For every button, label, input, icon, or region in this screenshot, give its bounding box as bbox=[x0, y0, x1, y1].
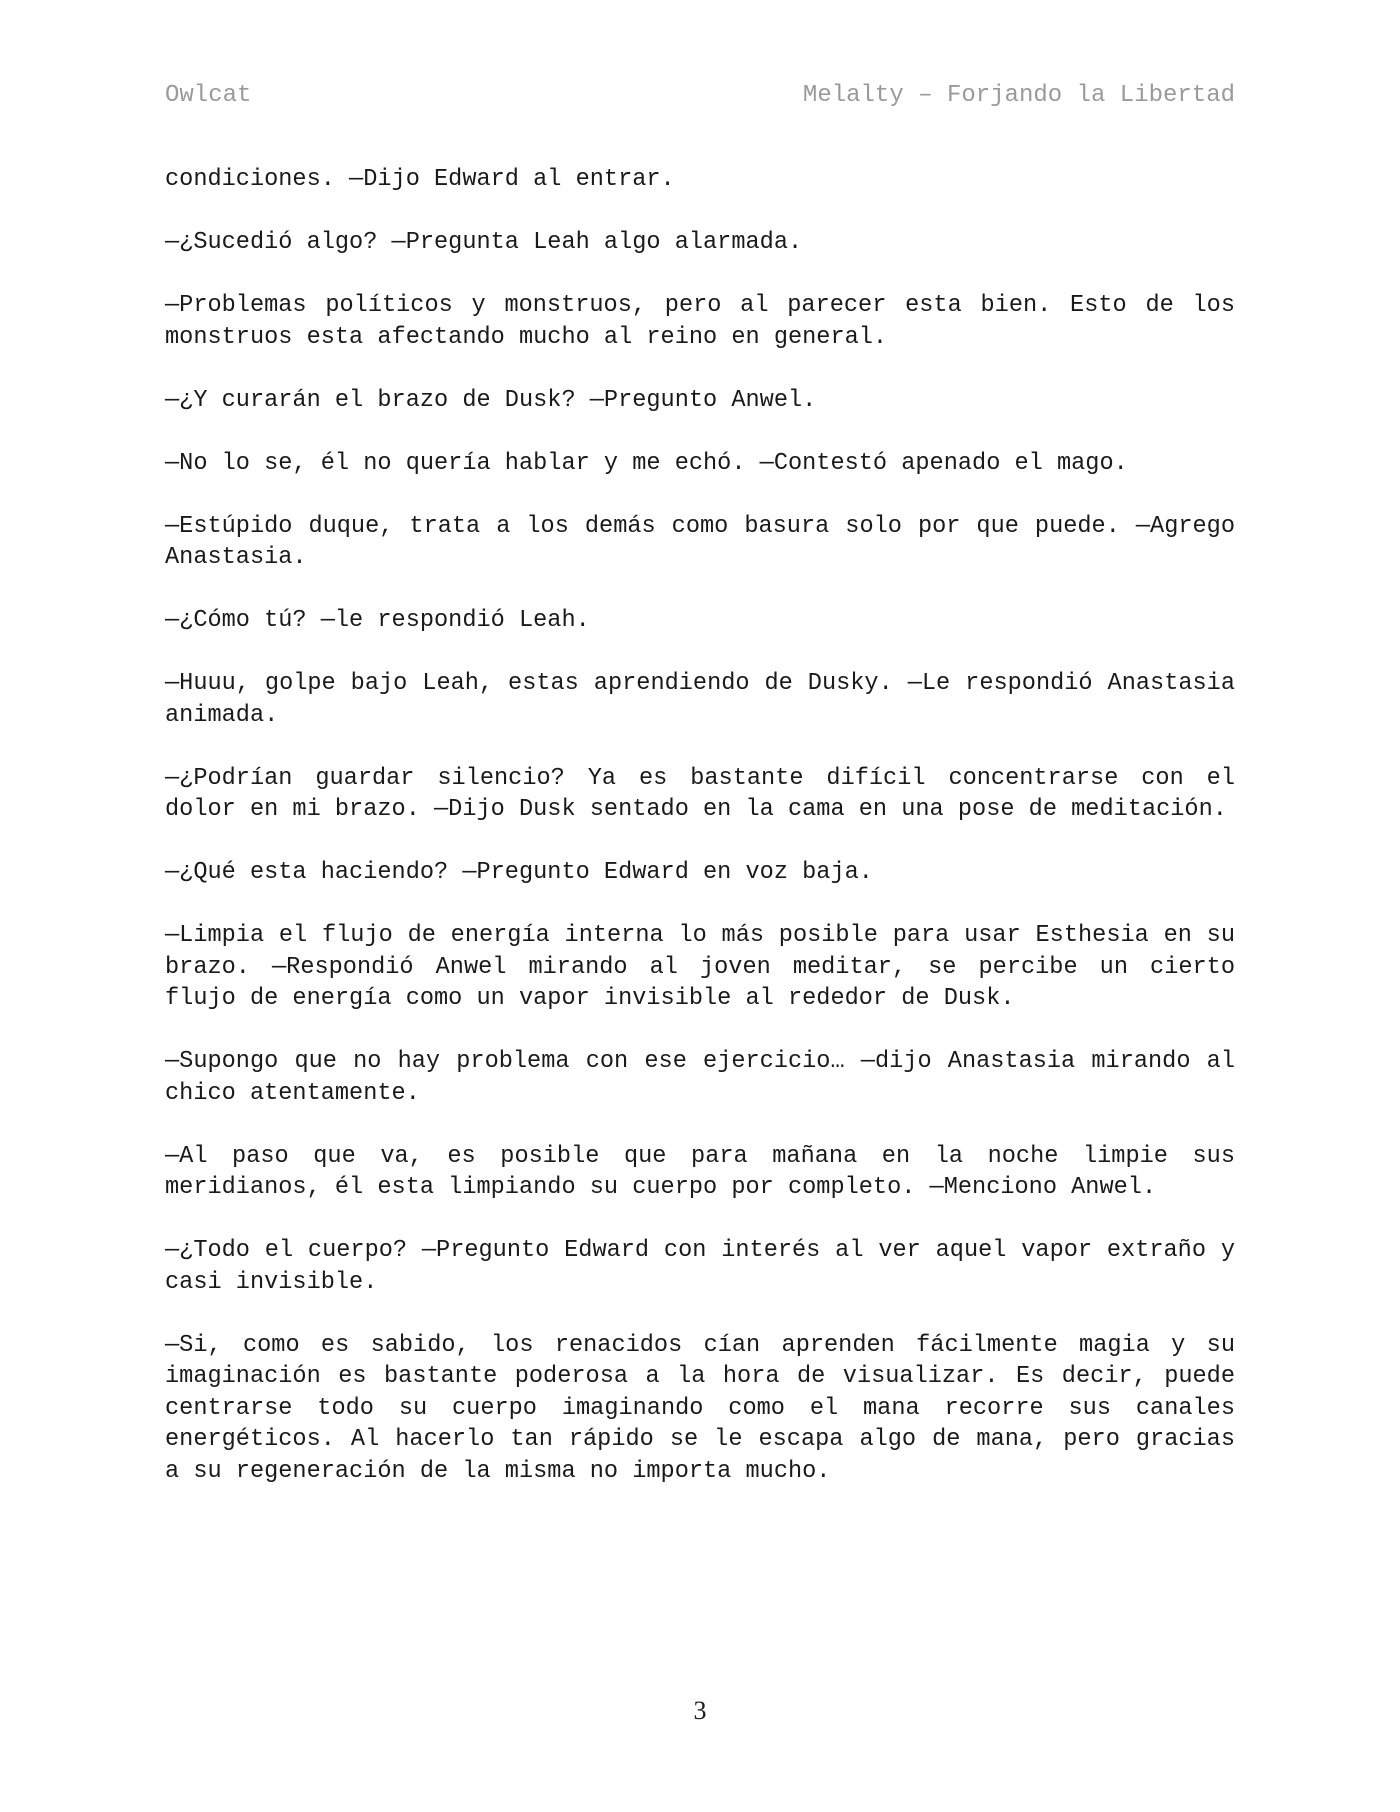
paragraph: —No lo se, él no quería hablar y me echó. —Contestó apenado el mago. bbox=[165, 449, 1128, 477]
paragraph: —¿Podrían guardar silencio? Ya es bastante difícil concentrarse con el dolor en mi brazo. —Dijo Dusk sentado en la cama en una pose de meditación. bbox=[165, 764, 1235, 823]
paragraph: —Problemas políticos y monstruos, pero al parecer esta bien. Esto de los monstruos esta afectando mucho al reino en general. bbox=[165, 292, 1235, 351]
paragraph: —¿Sucedió algo? —Pregunta Leah algo alarmada. bbox=[165, 229, 803, 256]
paragraph: condiciones. —Dijo Edward al entrar. bbox=[165, 166, 675, 193]
paragraph: —Supongo que no hay problema con ese ejercicio… —dijo Anastasia mirando al chico atentamente. bbox=[165, 1048, 1235, 1107]
header-title: Melalty – Forjando la Libertad bbox=[802, 82, 1235, 109]
paragraph: —Huuu, golpe bajo Leah, estas aprendiendo de Dusky. —Le respondió Anastasia animada. bbox=[165, 670, 1235, 729]
body-text bbox=[165, 164, 1235, 1519]
paragraph: —¿Cómo tú? —le respondió Leah. bbox=[165, 607, 590, 634]
paragraph: —Si, como es sabido, los renacidos cían aprenden fácilmente magia y su imaginación es bastante poderosa a la hora de visualizar. Es decir, puede centrarse todo su cuerpo imaginando como el mana recorre sus canales energéticos. Al hacerlo tan rápido se le escapa algo de mana, pero gracias a su regeneración de la misma no importa mucho. bbox=[165, 1331, 1235, 1485]
paragraph: —¿Qué esta haciendo? —Pregunto Edward en voz baja. bbox=[165, 859, 873, 886]
paragraph: —¿Todo el cuerpo? —Pregunto Edward con interés al ver aquel vapor extraño y casi invisible. bbox=[165, 1237, 1235, 1296]
paragraph: —Limpia el flujo de energía interna lo más posible para usar Esthesia en su brazo. —Respondió Anwel mirando al joven meditar, se percibe un cierto flujo de energía como un vapor invisible al rededor de Dusk. bbox=[165, 922, 1235, 1012]
paragraph: —Al paso que va, es posible que para mañana en la noche limpie sus meridianos, él esta limpiando su cuerpo por completo. —Menciono Anwel. bbox=[165, 1142, 1235, 1201]
header-author: Owlcat bbox=[165, 82, 252, 109]
paragraph: —Estúpido duque, trata a los demás como basura solo por que puede. —Agrego Anastasia. bbox=[165, 512, 1235, 571]
page-header bbox=[165, 82, 1235, 114]
paragraph: —¿Y curarán el brazo de Dusk? —Pregunto Anwel. bbox=[165, 386, 817, 414]
page-number: 3 bbox=[693, 1696, 707, 1725]
